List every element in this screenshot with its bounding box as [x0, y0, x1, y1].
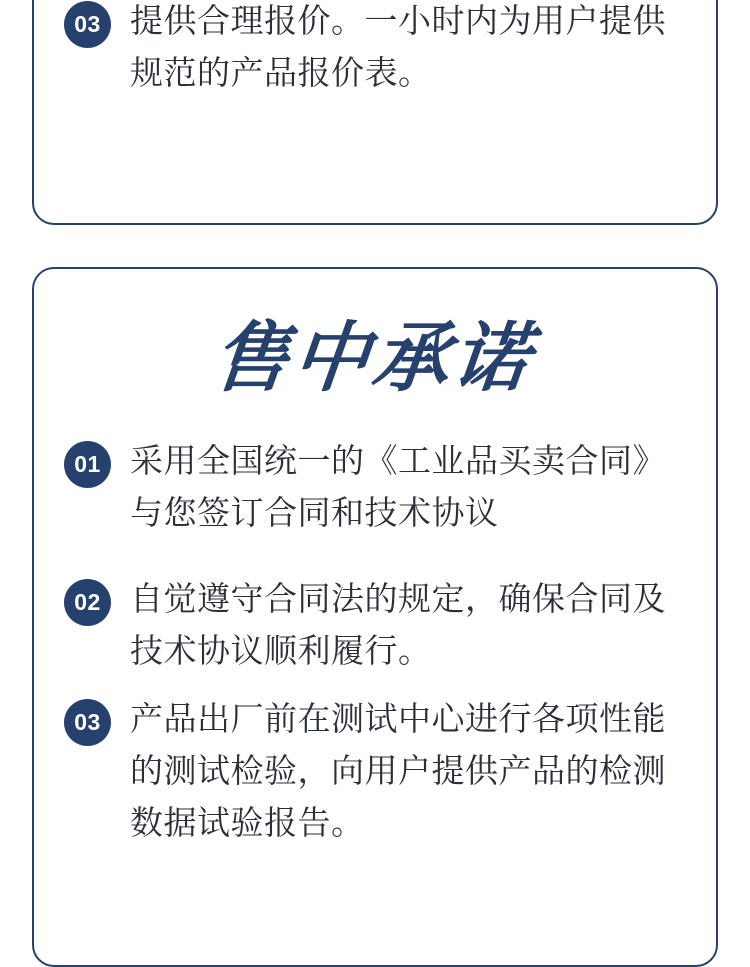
list-item: [34, 0, 716, 99]
in-sale-card: [32, 267, 718, 967]
item-text: 提供合理报价。一小时内为用户提供规范的产品报价表。: [130, 2, 666, 91]
item-number-badge: 03: [64, 699, 111, 746]
list-item: [34, 435, 716, 539]
item-number-badge: 01: [64, 441, 111, 488]
item-number-badge: 03: [64, 1, 111, 48]
list-item: [34, 573, 716, 677]
pre-sale-card: [32, 0, 718, 225]
list-item: [34, 693, 716, 849]
section-title: 售中承诺: [208, 316, 538, 401]
item-text: 自觉遵守合同法的规定，确保合同及技术协议顺利履行。: [130, 580, 666, 669]
item-text: 产品出厂前在测试中心进行各项性能的测试检验，向用户提供产品的检测数据试验报告。: [130, 700, 666, 841]
item-text: 采用全国统一的《工业品买卖合同》与您签订合同和技术协议: [130, 442, 666, 531]
item-number-badge: 02: [64, 579, 111, 626]
